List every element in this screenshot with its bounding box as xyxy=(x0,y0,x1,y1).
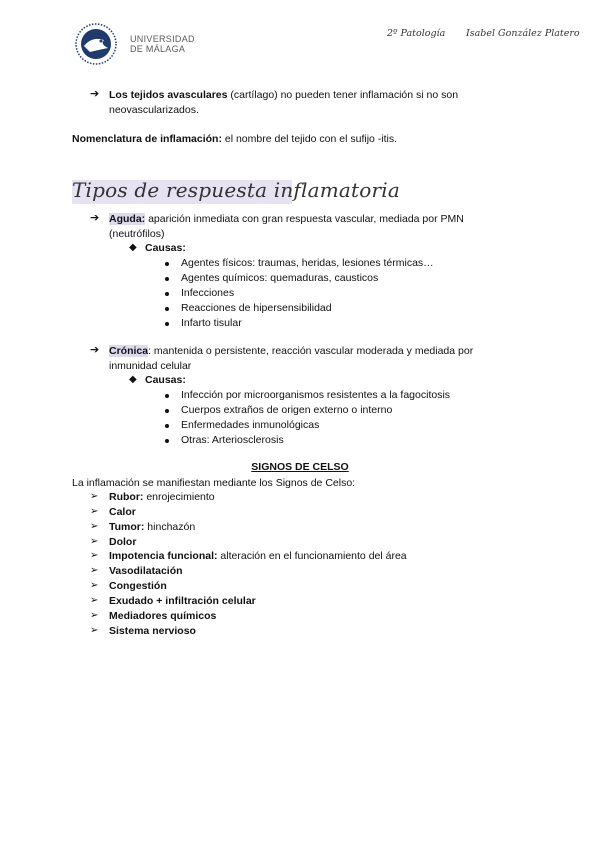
bullet-dot-icon xyxy=(165,322,169,326)
triangle-bullet-icon: ➢ xyxy=(90,610,99,621)
triangle-bullet-icon: ➢ xyxy=(90,506,99,517)
cronica-text: : mantenida o persistente, reacción vascular moderada y mediada por xyxy=(148,345,474,357)
item-text: enrojecimiento xyxy=(143,491,215,503)
celso-heading xyxy=(0,461,600,473)
triangle-bullet-icon: ➢ xyxy=(90,565,99,576)
bullet-dot-icon xyxy=(165,394,169,398)
university-name xyxy=(130,34,195,54)
celso-heading-text: SIGNOS DE CELSO xyxy=(251,461,349,473)
diamond-bullet-icon: ◆ xyxy=(129,242,137,253)
item-bold: Sistema nervioso xyxy=(109,625,196,637)
item-bold: Tumor: xyxy=(109,521,145,533)
cronica-line2: inmunidad celular xyxy=(109,360,192,372)
item-bold: Calor xyxy=(109,506,136,518)
university-line2: DE MÁLAGA xyxy=(130,44,186,54)
aguda-text: aparición inmediata con gran respuesta vascular, mediada por PMN xyxy=(145,213,464,225)
celso-intro: La inflamación se manifiestan mediante los Signos de Celso: xyxy=(72,477,356,489)
nomenclature-line xyxy=(72,133,397,145)
list-item xyxy=(109,506,136,518)
item-bold: Impotencia funcional: xyxy=(109,550,218,562)
list-item: Agentes físicos: traumas, heridas, lesiones térmicas… xyxy=(181,257,434,269)
nomenclature-bold: Nomenclatura de inflamación: xyxy=(72,133,222,145)
bullet-dot-icon xyxy=(165,307,169,311)
avascular-text: (cartílago) no pueden tener inflamación si no son xyxy=(227,89,459,101)
bullet-dot-icon xyxy=(165,262,169,266)
arrow-right-icon: ➔ xyxy=(90,88,100,100)
item-text: hinchazón xyxy=(144,521,196,533)
nomenclature-text: el nombre del tejido con el sufijo -itis. xyxy=(221,133,398,145)
triangle-bullet-icon: ➢ xyxy=(90,550,99,561)
item-bold: Vasodilatación xyxy=(109,565,183,577)
list-item: Infecciones xyxy=(181,287,235,299)
bullet-dot-icon xyxy=(165,277,169,281)
header-author: Isabel González Platero xyxy=(466,28,580,39)
cronica-line xyxy=(109,345,473,357)
list-item: Agentes químicos: quemaduras, causticos xyxy=(181,272,379,284)
item-bold: Dolor xyxy=(109,536,137,548)
bullet-dot-icon xyxy=(165,292,169,296)
aguda-line2: (neutrófilos) xyxy=(109,228,165,240)
header-subject: 2º Patología xyxy=(387,28,446,39)
avascular-bold: Los tejidos avasculares xyxy=(109,89,228,101)
list-item xyxy=(109,491,215,503)
item-bold: Congestión xyxy=(109,580,167,592)
triangle-bullet-icon: ➢ xyxy=(90,580,99,591)
list-item xyxy=(109,536,136,548)
triangle-bullet-icon: ➢ xyxy=(90,491,99,502)
arrow-right-icon: ➔ xyxy=(90,344,100,356)
item-text: alteración en el funcionamiento del área xyxy=(217,550,407,562)
bullet-dot-icon xyxy=(165,424,169,428)
avascular-line xyxy=(109,89,458,101)
list-item: Cuerpos extraños de origen externo o interno xyxy=(181,404,393,416)
triangle-bullet-icon: ➢ xyxy=(90,595,99,606)
triangle-bullet-icon: ➢ xyxy=(90,625,99,636)
avascular-line2: neovascularizados. xyxy=(109,104,199,116)
list-item: Infección por microorganismos resistentes a la fagocitosis xyxy=(181,389,451,401)
list-item: Otras: Arteriosclerosis xyxy=(181,434,284,446)
list-item xyxy=(109,625,196,637)
aguda-line xyxy=(109,213,464,225)
bullet-dot-icon xyxy=(165,439,169,443)
bullet-dot-icon xyxy=(165,409,169,413)
aguda-label: Aguda: xyxy=(109,213,146,225)
list-item xyxy=(109,580,167,592)
cronica-causes-label: Causas: xyxy=(145,374,186,386)
item-bold: Mediadores químicos xyxy=(109,610,217,622)
university-logo-icon xyxy=(70,22,122,66)
list-item: Infarto tisular xyxy=(181,317,242,329)
section-title: Tipos de respuesta inflamatoria xyxy=(72,178,401,202)
cronica-label: Crónica xyxy=(109,345,149,357)
list-item xyxy=(109,521,195,533)
university-line1: UNIVERSIDAD xyxy=(130,34,195,44)
item-bold: Exudado + infiltración celular xyxy=(109,595,256,607)
arrow-right-icon: ➔ xyxy=(90,212,100,224)
aguda-causes-label: Causas: xyxy=(145,242,186,254)
item-bold: Rubor: xyxy=(109,491,144,503)
list-item xyxy=(109,595,256,607)
triangle-bullet-icon: ➢ xyxy=(90,536,99,547)
list-item xyxy=(109,610,216,622)
list-item xyxy=(109,550,407,562)
list-item: Enfermedades inmunológicas xyxy=(181,419,320,431)
list-item: Reacciones de hipersensibilidad xyxy=(181,302,332,314)
list-item xyxy=(109,565,183,577)
triangle-bullet-icon: ➢ xyxy=(90,521,99,532)
diamond-bullet-icon: ◆ xyxy=(129,374,137,385)
